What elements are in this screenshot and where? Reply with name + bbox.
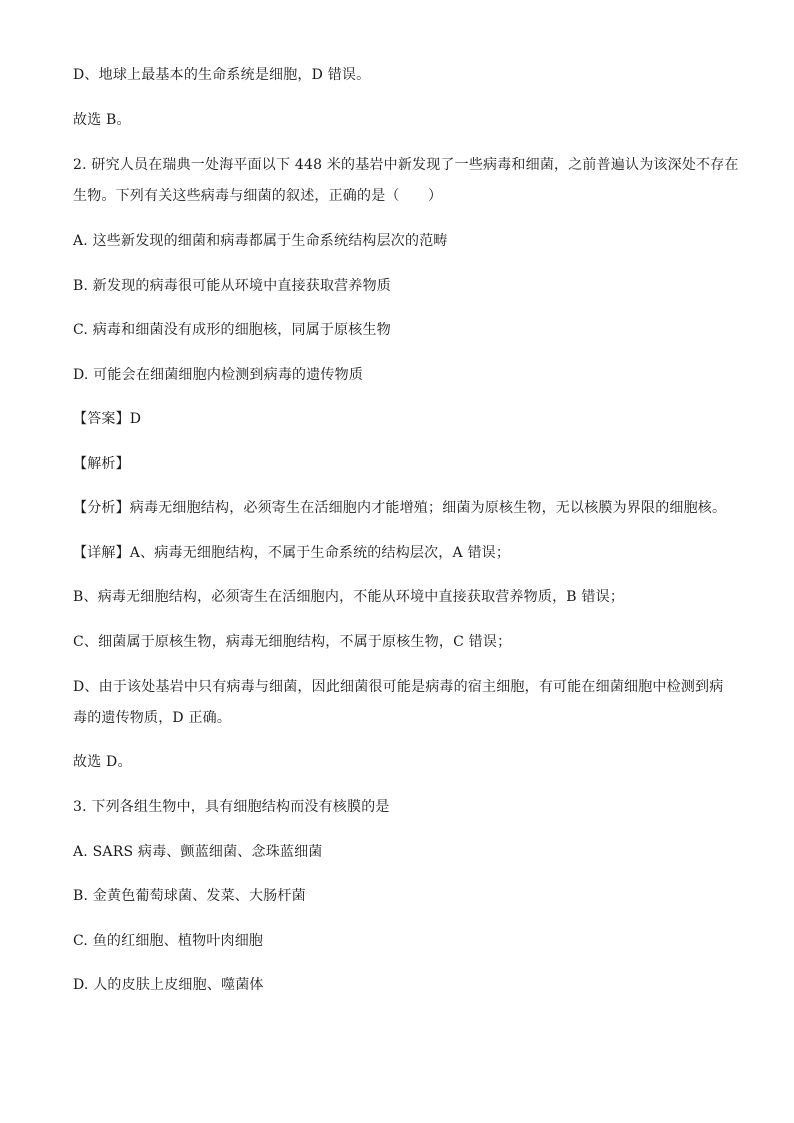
question-2-option-b: B. 新发现的病毒很可能从环境中直接获取营养物质 [73,278,391,294]
question-2-analysis-title: 【解析】 [73,456,130,472]
question-2-stem-line1: 2. 研究人员在瑞典一处海平面以下 448 米的基岩中新发现了一些病毒和细菌，之前普遍认为该深处不存在 [73,157,739,173]
question-3-option-d: D. 人的皮肤上皮细胞、噬菌体 [73,977,264,993]
question-2-detail-d-line2: 毒的遗传物质，D 正确。 [73,710,232,726]
question-2-option-a: A. 这些新发现的细菌和病毒都属于生命系统结构层次的范畴 [73,233,448,249]
question-2-detail-b: B、病毒无细胞结构，必须寄生在活细胞内，不能从环境中直接获取营养物质，B 错误； [73,589,625,605]
question-3-stem: 3. 下列各组生物中，具有细胞结构而没有核膜的是 [73,799,390,815]
question-2-stem-line2: 生物。下列有关这些病毒与细菌的叙述，正确的是（ ） [73,188,443,204]
question-2-choice-summary: 故选 D。 [73,754,132,770]
question-2-option-d: D. 可能会在细菌细胞内检测到病毒的遗传物质 [73,367,364,383]
question-3-option-b: B. 金黄色葡萄球菌、发菜、大肠杆菌 [73,888,306,904]
question-2-option-c: C. 病毒和细菌没有成形的细胞核，同属于原核生物 [73,322,391,338]
choice-summary-prev: 故选 B。 [73,112,131,128]
answer-line-d-prev: D、地球上最基本的生命系统是细胞，D 错误。 [73,67,371,83]
question-2-analysis: 【分析】病毒无细胞结构，必须寄生在活细胞内才能增殖；细菌为原核生物，无以核膜为界限的细胞核。 [73,500,727,516]
question-3-option-a: A. SARS 病毒、颤蓝细菌、念珠蓝细菌 [73,844,323,860]
question-2-detail-c: C、细菌属于原核生物，病毒无细胞结构，不属于原核生物，C 错误； [73,634,512,650]
question-2-detail-a: 【详解】A、病毒无细胞结构，不属于生命系统的结构层次，A 错误； [73,545,511,561]
question-2-detail-d-line1: D、由于该处基岩中只有病毒与细菌，因此细菌很可能是病毒的宿主细胞，有可能在细菌细胞中检测到病 [73,679,724,695]
question-2-answer: 【答案】D [73,411,142,427]
question-3-option-c: C. 鱼的红细胞、植物叶肉细胞 [73,933,264,949]
